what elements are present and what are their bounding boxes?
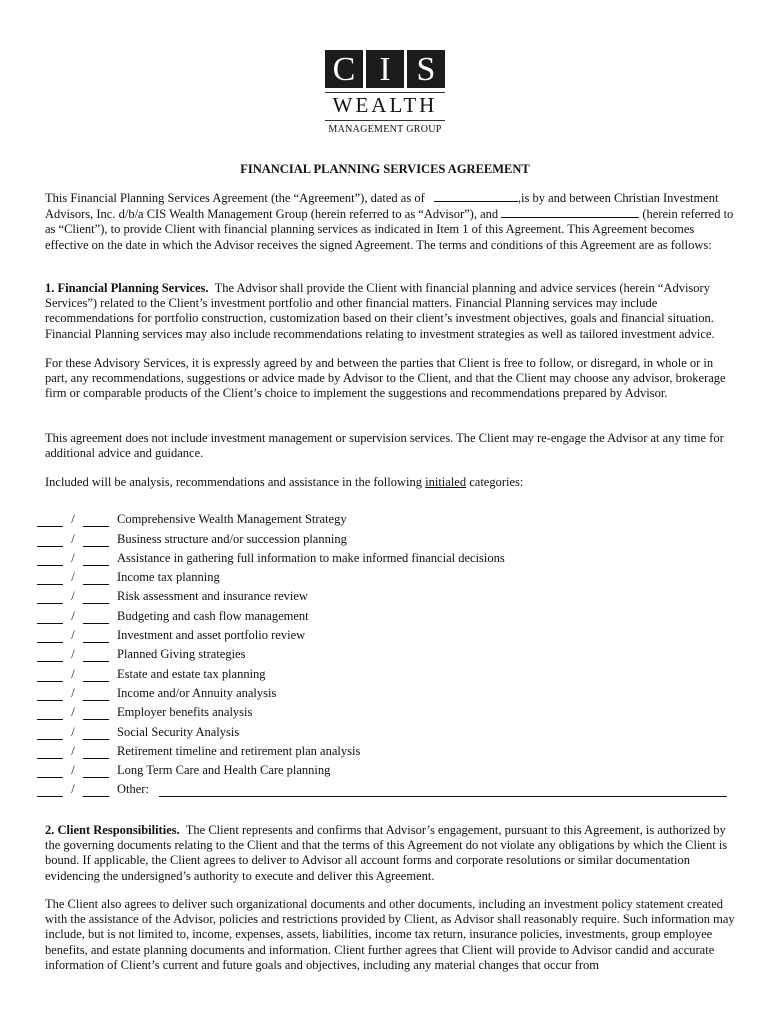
slash: / xyxy=(71,743,75,758)
included-text-after: categories: xyxy=(469,475,524,489)
slash: / xyxy=(71,705,75,720)
document-title: FINANCIAL PLANNING SERVICES AGREEMENT xyxy=(240,162,530,176)
initial-blank[interactable] xyxy=(83,534,109,547)
category-row xyxy=(37,643,737,662)
initial-blank[interactable] xyxy=(37,669,63,682)
initial-blank[interactable] xyxy=(37,649,63,662)
section-1-heading: 1. Financial Planning Services. xyxy=(45,281,209,295)
initial-blank[interactable] xyxy=(83,669,109,682)
logo-divider xyxy=(325,120,445,121)
slash: / xyxy=(71,647,75,662)
initial-blank[interactable] xyxy=(83,765,109,778)
category-label: Social Security Analysis xyxy=(117,724,240,739)
logo-subtitle: MANAGEMENT GROUP xyxy=(328,124,442,135)
category-row xyxy=(37,604,737,623)
logo-letter: S xyxy=(407,50,445,88)
category-row xyxy=(37,740,737,759)
category-row xyxy=(37,527,737,546)
slash: / xyxy=(71,628,75,643)
initial-blank[interactable] xyxy=(83,688,109,701)
initial-blank[interactable] xyxy=(37,746,63,759)
initial-blank[interactable] xyxy=(83,727,109,740)
section-1-paragraph xyxy=(45,281,735,342)
intro-text-3: (herein referred to as “Client”), to provide Client with financial planning services as indicated in Item 1 of this Agreement. This Agreement becomes effective on the date in which the Advisor receives the signed Agreement. The terms and conditions of this Agreement are as follows: xyxy=(45,207,734,252)
category-row xyxy=(37,585,737,604)
initial-blank[interactable] xyxy=(83,514,109,527)
logo-word: WEALTH xyxy=(332,93,438,117)
slash: / xyxy=(71,666,75,681)
initial-blank[interactable] xyxy=(37,784,63,797)
category-list xyxy=(37,508,737,797)
section-2-body: The Client represents and confirms that Advisor’s engagement, pursuant to this Agreement, is authorized by the governing documents relating to the Client and that the terms of this Agreement do not violate any obligations by which the Client is bound. If applicable, the Client agrees to deliver to Advisor all account forms and corporate resolutions or similar documentation evidencing the undersigned’s authority to execute and deliver this Agreement. xyxy=(45,823,728,883)
category-label: Investment and asset portfolio review xyxy=(117,628,306,643)
category-label: Budgeting and cash flow management xyxy=(117,608,309,623)
initial-blank[interactable] xyxy=(37,707,63,720)
category-label: Employer benefits analysis xyxy=(117,705,253,720)
category-row xyxy=(37,682,737,701)
not-included-paragraph: This agreement does not include investment management or supervision services. The Client may re-engage the Advisor at any time for additional advice and guidance. xyxy=(45,431,724,461)
category-label: Comprehensive Wealth Management Strategy xyxy=(117,512,347,527)
initial-blank[interactable] xyxy=(83,553,109,566)
category-row xyxy=(37,624,737,643)
client-name-blank[interactable] xyxy=(501,206,639,218)
slash: / xyxy=(71,531,75,546)
category-row xyxy=(37,759,737,778)
cis-wealth-logo xyxy=(322,50,448,135)
category-label: Estate and estate tax planning xyxy=(117,666,266,681)
included-paragraph xyxy=(45,475,735,490)
category-label: Assistance in gathering full information to make informed financial decisions xyxy=(117,550,505,565)
category-label: Income and/or Annuity analysis xyxy=(117,685,277,700)
initial-blank[interactable] xyxy=(37,727,63,740)
initial-blank[interactable] xyxy=(37,765,63,778)
slash: / xyxy=(71,782,75,797)
category-label: Planned Giving strategies xyxy=(117,647,246,662)
category-row xyxy=(37,662,737,681)
initial-blank[interactable] xyxy=(83,591,109,604)
section-2-heading: 2. Client Responsibilities. xyxy=(45,823,180,837)
category-label: Income tax planning xyxy=(117,570,220,585)
slash: / xyxy=(71,685,75,700)
initial-blank[interactable] xyxy=(37,514,63,527)
date-blank[interactable] xyxy=(434,190,518,202)
initial-blank[interactable] xyxy=(83,746,109,759)
category-row xyxy=(37,566,737,585)
category-label: Business structure and/or succession planning xyxy=(117,531,347,546)
logo-letter-boxes xyxy=(322,50,448,88)
initial-blank[interactable] xyxy=(37,591,63,604)
slash: / xyxy=(71,570,75,585)
logo-letter: C xyxy=(325,50,363,88)
initial-blank[interactable] xyxy=(83,649,109,662)
included-text-before: Included will be analysis, recommendations and assistance in the following xyxy=(45,475,422,489)
logo-letter: I xyxy=(366,50,404,88)
other-label: Other: xyxy=(117,782,149,797)
category-row xyxy=(37,508,737,527)
category-row xyxy=(37,547,737,566)
advisory-paragraph: For these Advisory Services, it is expressly agreed by and between the parties that Client is free to follow, or disregard, in whole or in part, any recommendations, suggestions or advice made by Advisor to the Client, and that the Client may choose any advisor, brokerage firm or comparable products of the Client’s choice to implement the suggestions and recommendations prepared by Advisor. xyxy=(45,356,726,401)
category-row xyxy=(37,720,737,739)
initial-blank[interactable] xyxy=(83,784,109,797)
slash: / xyxy=(71,550,75,565)
initial-blank[interactable] xyxy=(37,534,63,547)
slash: / xyxy=(71,724,75,739)
initial-blank[interactable] xyxy=(83,611,109,624)
initial-blank[interactable] xyxy=(83,572,109,585)
category-label: Long Term Care and Health Care planning xyxy=(117,763,331,778)
category-row-other xyxy=(37,778,737,797)
included-underlined: initialed xyxy=(425,475,467,489)
initial-blank[interactable] xyxy=(37,630,63,643)
section-2-paragraph xyxy=(45,823,735,884)
intro-paragraph xyxy=(45,190,735,253)
intro-text-1: This Financial Planning Services Agreement (the “Agreement”), dated as of xyxy=(45,191,425,205)
documents-paragraph: The Client also agrees to deliver such organizational documents and other documents, including an investment policy statement created with the assistance of the Advisor, policies and restrictions provided by Client, as Advisor shall reasonably require. Such information may include, but is not limited to, income, expenses, assets, liabilities, income tax return, insurance policies, investments, group employee benefits, and estate planning documents and information. Client further agrees that Client will provide to Advisor candid and accurate information of Client’s current and future goals and objectives, including any material changes that occur from xyxy=(45,897,735,972)
section-1-body: The Advisor shall provide the Client with financial planning and advice services (herein “Advisory Services”) related to the Client’s investment portfolio and other financial matters. Financial Planning services may include recommendations for portfolio construction, customization based on their client’s investment objectives, goals and financial situation. Financial Planning services may also include recommendations relating to investment strategies as well as tailored investment advice. xyxy=(45,281,715,341)
slash: / xyxy=(71,608,75,623)
intro-text-2: ,is by and between Christian Investment Advisors, Inc. d/b/a CIS Wealth Management Group (herein referred to as “Advisor”), and xyxy=(45,191,719,222)
slash: / xyxy=(71,512,75,527)
initial-blank[interactable] xyxy=(37,688,63,701)
category-row xyxy=(37,701,737,720)
initial-blank[interactable] xyxy=(83,630,109,643)
category-label: Risk assessment and insurance review xyxy=(117,589,308,604)
slash: / xyxy=(71,763,75,778)
initial-blank[interactable] xyxy=(37,572,63,585)
category-label: Retirement timeline and retirement plan analysis xyxy=(117,743,361,758)
initial-blank[interactable] xyxy=(83,707,109,720)
slash: / xyxy=(71,589,75,604)
initial-blank[interactable] xyxy=(37,611,63,624)
other-text-blank[interactable] xyxy=(159,784,727,797)
initial-blank[interactable] xyxy=(37,553,63,566)
